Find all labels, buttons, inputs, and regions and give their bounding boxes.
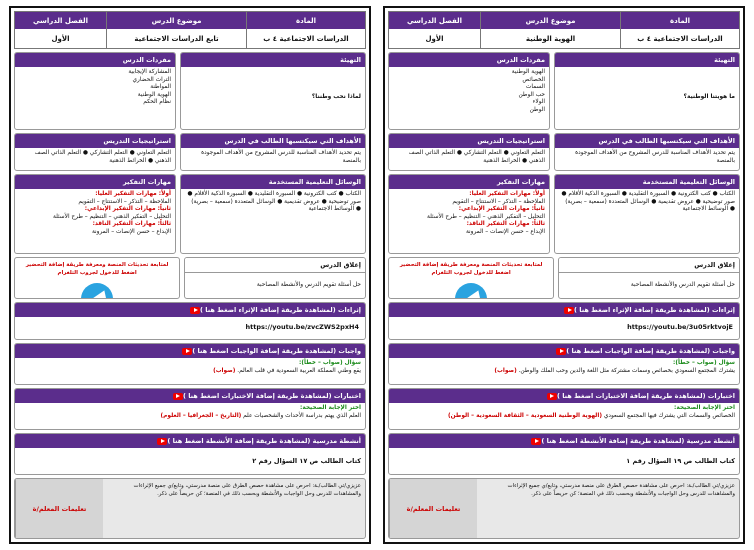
subject-label: المادة xyxy=(621,12,739,29)
intro-question: ما هويتنا الوطنية؟ xyxy=(683,94,735,101)
topic-value: الهوية الوطنية xyxy=(525,34,576,43)
notes-text: عزيزي/تي الطالب/ـة: احرص على مشاهدة حصص الطرق على منصة مدرستي، وتابع/ي جميع الإثراءات والمشاهدات للدرس وحل الواجبات والأنشطة وبحسب ذلك في المنصة؛ كن حريصاً على ذكر. xyxy=(507,483,735,497)
aids-box xyxy=(554,174,740,254)
aids-text: الكتاب ● كتب الكترونية ● السبورة التقليدية ● السبورة الذكية الأقلام ● صور توضيحية ● عروض تقديمية ● الوسائل المتعددة (سمعية – بصرية) ● الوسائط الاجتماعية xyxy=(561,191,735,213)
notes-title: تعليمات المعلم/ة xyxy=(389,479,477,538)
intro-title: التهيئة xyxy=(555,53,739,67)
vocab-item: الهوية الوطنية xyxy=(137,91,171,98)
thinking-h1: أولاً: مهارات التفكير العليا: xyxy=(469,191,545,197)
vocab-item: الهوية الوطنية xyxy=(511,69,545,75)
lesson-page-right xyxy=(383,6,745,544)
activities-text: كتاب الطالب ص ١٧ السؤال رقم ٢ xyxy=(252,456,361,465)
closing-title: إغلاق الدرس xyxy=(185,258,365,273)
youtube-icon[interactable] xyxy=(547,393,557,400)
vocab-list xyxy=(15,67,175,129)
notes-text: عزيزي/تي الطالب/ـة: احرص على مشاهدة حصص الطرق على منصة مدرستي، وتابع/ي جميع الإثراءات والمشاهدات للدرس وحل الواجبات والأنشطة وبحسب ذلك في المنصة؛ كن حريصاً على ذكر. xyxy=(133,483,361,497)
notes-title: تعليمات المعلم/ة xyxy=(15,479,103,538)
homework-text: يشترك المجتمع السعودي بخصائص وسمات مشتركة مثل اللغة والدين وحب الملك والوطن. xyxy=(518,367,735,374)
thinking-t1: الملاحظة – التذكر – الاستنتاج – التقويم xyxy=(78,198,171,205)
notes-section xyxy=(388,478,740,539)
thinking-t2: التحليل – التفكير الذهني – التنظيم – طرح الأسئلة xyxy=(53,213,171,220)
youtube-icon[interactable] xyxy=(564,307,574,314)
enrichment-section xyxy=(388,302,740,340)
topic-label: موضوع الدرس xyxy=(107,12,246,29)
intro-question: لماذا نحب وطننا؟ xyxy=(311,94,361,101)
tests-text: الخصائص والسمات التي يشترك فيها المجتمع السعودي xyxy=(603,412,735,419)
topic-label: موضوع الدرس xyxy=(481,12,620,29)
vocab-item: الوطن xyxy=(529,106,545,113)
aids-title: الوسائل التعليمية المستخدمة xyxy=(555,175,739,189)
vocab-title: مفردات الدرس xyxy=(389,53,549,67)
youtube-icon[interactable] xyxy=(182,348,192,355)
closing-box xyxy=(558,257,740,299)
tests-section xyxy=(14,388,366,430)
activities-title[interactable] xyxy=(389,434,739,448)
vocab-item: الولاء xyxy=(532,99,545,106)
notes-section xyxy=(14,478,366,539)
intro-title: التهيئة xyxy=(181,53,365,67)
thinking-h1: أولاً: مهارات التفكير العليا: xyxy=(95,191,171,197)
lesson-header xyxy=(388,11,740,49)
enrichment-label: إثراءات (لمشاهدة طريقة إضافة الإثراء اضغط هنا ) xyxy=(200,306,361,314)
vocab-box xyxy=(388,52,550,130)
vocab-list xyxy=(389,67,549,129)
telegram-link[interactable] xyxy=(388,257,554,299)
goals-title: الأهداف التي سيكتسبها الطالب في الدرس xyxy=(181,134,365,148)
thinking-box xyxy=(388,174,550,254)
intro-box xyxy=(180,52,366,130)
goals-text: يتم تحديد الأهداف المناسبة للدرس المشروح من الأهداف الموجودة بالمنصة xyxy=(575,150,735,164)
thinking-t1: الملاحظة – التذكر – الاستنتاج – التقويم xyxy=(452,198,545,205)
youtube-icon[interactable] xyxy=(190,307,200,314)
tests-section xyxy=(388,388,740,430)
youtube-icon[interactable] xyxy=(157,438,167,445)
thinking-t3: الإبداع – حسن الإنصات – المرونة xyxy=(91,228,171,235)
telegram-icon xyxy=(81,283,113,299)
tests-title[interactable] xyxy=(15,389,365,403)
semester-value: الأول xyxy=(425,34,444,43)
semester-label: الفصل الدراسي xyxy=(389,12,480,29)
tests-title[interactable] xyxy=(389,389,739,403)
vocab-item: نظام الحكم xyxy=(143,99,171,106)
homework-title[interactable] xyxy=(389,344,739,358)
strategies-title: استراتيجيات التدريس xyxy=(15,134,175,148)
closing-text: حل أسئلة تقويم الدرس والأنشطة المصاحبة xyxy=(256,281,361,288)
intro-box xyxy=(554,52,740,130)
activities-label: أنشطة مدرسية (لمشاهدة طريقة إضافة الأنشطة اضغط هنا ) xyxy=(167,437,361,445)
vocab-item: المشاركة الإيجابية xyxy=(128,69,171,75)
homework-answer: (صواب) xyxy=(494,367,517,374)
enrichment-section xyxy=(14,302,366,340)
thinking-h3: ثالثاً: مهارات التفكير الناقد: xyxy=(92,221,171,228)
goals-box xyxy=(554,133,740,171)
closing-text: حل أسئلة تقويم الدرس والأنشطة المصاحبة xyxy=(630,281,735,288)
vocab-item: الخصائص xyxy=(522,76,545,83)
activities-section xyxy=(388,433,740,475)
youtube-icon[interactable] xyxy=(531,438,541,445)
subject-label: المادة xyxy=(247,12,365,29)
goals-text: يتم تحديد الأهداف المناسبة للدرس المشروح من الأهداف الموجودة بالمنصة xyxy=(201,150,361,164)
aids-box xyxy=(180,174,366,254)
homework-question-type: سؤال (صواب – خطأ): xyxy=(299,360,361,366)
subject-value: الدراسات الاجتماعية ٤ ب xyxy=(637,34,723,43)
thinking-t3: الإبداع – حسن الإنصات – المرونة xyxy=(465,228,545,235)
homework-question-type: سؤال (صواب – خطأ): xyxy=(673,360,735,366)
thinking-box xyxy=(14,174,176,254)
thinking-h2: ثانياً: مهارات التفكير الإبداعي: xyxy=(84,206,171,213)
tests-instruction: اختر الإجابة الصحيحة: xyxy=(674,405,735,411)
vocab-box xyxy=(14,52,176,130)
homework-answer: (صواب) xyxy=(213,367,236,374)
youtube-icon[interactable] xyxy=(173,393,183,400)
enrichment-title[interactable] xyxy=(15,303,365,317)
goals-title: الأهداف التي سيكتسبها الطالب في الدرس xyxy=(555,134,739,148)
vocab-item: السمات xyxy=(525,84,545,91)
activities-section xyxy=(14,433,366,475)
thinking-h2: ثانياً: مهارات التفكير الإبداعي: xyxy=(458,206,545,213)
tests-label: اختبارات (لمشاهدة طريقة إضافة الاختبارات اضغط هنا ) xyxy=(182,392,361,400)
vocab-item: التراث الحضاري xyxy=(132,76,171,83)
strategies-text: التعلم التعاوني ● التعلم التشاركي ● التعلم الذاتي الصف الذهني ● الخرائط الذهنية xyxy=(408,150,545,164)
aids-text: الكتاب ● كتب الكترونية ● السبورة التقليدية ● السبورة الذكية الأقلام ● صور توضيحية ● عروض تقديمية ● الوسائل المتعددة (سمعية – بصرية) ● الوسائط الاجتماعية xyxy=(187,191,361,213)
vocab-title: مفردات الدرس xyxy=(15,53,175,67)
tests-label: اختبارات (لمشاهدة طريقة إضافة الاختبارات اضغط هنا ) xyxy=(556,392,735,400)
subject-value: الدراسات الاجتماعية ٤ ب xyxy=(263,34,349,43)
thinking-t2: التحليل – التفكير الذهني – التنظيم – طرح الأسئلة xyxy=(427,213,545,220)
activities-text: كتاب الطالب ص ١٩ السؤال رقم ١ xyxy=(626,456,735,465)
thinking-text xyxy=(389,189,549,253)
topic-value: تابع الدراسات الاجتماعية xyxy=(134,34,219,43)
thinking-h3: ثالثاً: مهارات التفكير الناقد: xyxy=(466,221,545,228)
aids-title: الوسائل التعليمية المستخدمة xyxy=(181,175,365,189)
homework-label: واجبات (لمشاهدة طريقة إضافة الواجبات اضغط هنا ) xyxy=(192,347,361,355)
homework-text: يقع وطني المملكة العربية السعودية في قلب العالم. xyxy=(237,367,361,374)
strategies-text: التعلم التعاوني ● التعلم التشاركي ● التعلم الذاتي الصف الذهني ● الخرائط الذهنية xyxy=(34,150,171,164)
strategies-title: استراتيجيات التدريس xyxy=(389,134,549,148)
tests-options: (الهوية الوطنية السعودية – الثقافة السعودية – الوطن) xyxy=(448,412,602,419)
telegram-text: لمتابعة تحديثات المنصة ومعرفة طريقة إضافة التحضير اضغط للدخول لجروب التلغرام xyxy=(25,262,169,276)
tests-text: العلم الذي يهتم بدراسة الأحداث والشخصيات علم xyxy=(243,412,361,419)
homework-title[interactable] xyxy=(15,344,365,358)
enrichment-label: إثراءات (لمشاهدة طريقة إضافة الإثراء اضغط هنا ) xyxy=(574,306,735,314)
vocab-item: حب الوطن xyxy=(518,91,545,98)
activities-title[interactable] xyxy=(15,434,365,448)
telegram-icon xyxy=(455,283,487,299)
semester-label: الفصل الدراسي xyxy=(15,12,106,29)
activities-label: أنشطة مدرسية (لمشاهدة طريقة إضافة الأنشطة اضغط هنا ) xyxy=(541,437,735,445)
strategies-box xyxy=(388,133,550,171)
closing-title: إغلاق الدرس xyxy=(559,258,739,273)
youtube-icon[interactable] xyxy=(556,348,566,355)
semester-value: الأول xyxy=(51,34,70,43)
telegram-link[interactable] xyxy=(14,257,180,299)
enrichment-title[interactable] xyxy=(389,303,739,317)
thinking-title: مهارات التفكير xyxy=(389,175,549,189)
thinking-title: مهارات التفكير xyxy=(15,175,175,189)
lesson-header xyxy=(14,11,366,49)
strategies-box xyxy=(14,133,176,171)
video-link[interactable]: https://youtu.be/zvcZWS2pxH4 xyxy=(245,323,359,331)
homework-section xyxy=(388,343,740,385)
closing-box xyxy=(184,257,366,299)
homework-section xyxy=(14,343,366,385)
thinking-text xyxy=(15,189,175,253)
vocab-item: المواطنة xyxy=(150,84,171,91)
video-link[interactable]: https://youtu.be/3u05rktvojE xyxy=(627,323,733,331)
homework-label: واجبات (لمشاهدة طريقة إضافة الواجبات اضغط هنا ) xyxy=(566,347,735,355)
telegram-text: لمتابعة تحديثات المنصة ومعرفة طريقة إضافة التحضير اضغط للدخول لجروب التلغرام xyxy=(399,262,543,276)
lesson-page-left xyxy=(9,6,371,544)
goals-box xyxy=(180,133,366,171)
tests-instruction: اختر الإجابة الصحيحة: xyxy=(300,405,361,411)
tests-options: (التاريخ – الجغرافيا – العلوم) xyxy=(160,412,242,419)
